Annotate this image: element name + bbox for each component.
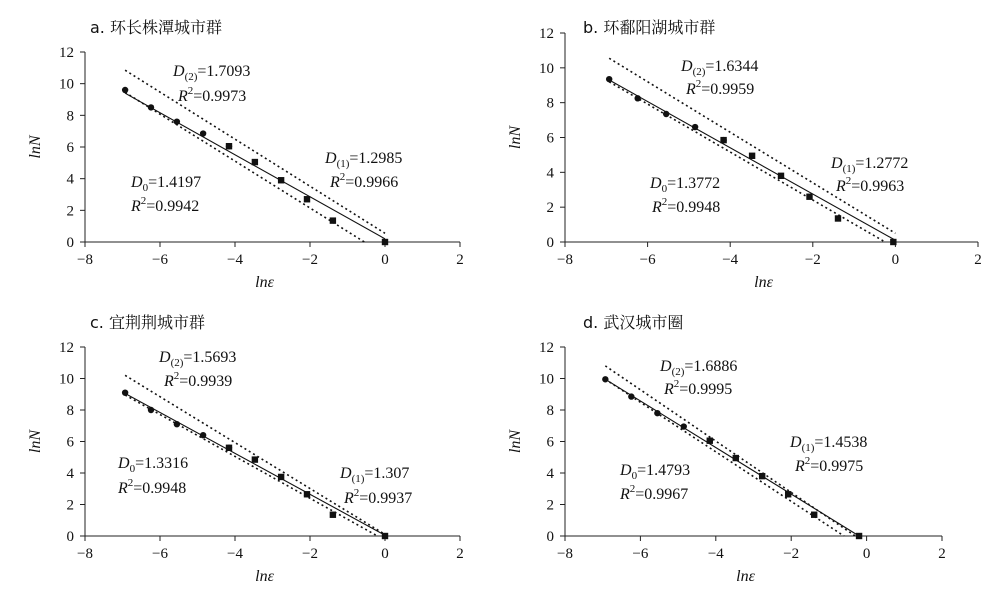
annotation-value: =0.9959 [701, 81, 755, 98]
data-point-circle [634, 95, 640, 101]
x-axis-label: lnε [255, 568, 274, 585]
data-point-square [304, 196, 310, 202]
annotation-superscript: 2 [353, 487, 360, 499]
data-point-circle [122, 87, 128, 93]
x-axis-label: lnε [255, 274, 274, 291]
data-point-circle [606, 76, 612, 82]
annotation-subscript: (2) [671, 366, 685, 378]
fit-annotation [343, 487, 412, 507]
y-axis-label: lnN [507, 429, 524, 454]
panel-4 [507, 313, 946, 585]
annotation-value: =1.4793 [637, 462, 691, 479]
x-tick-label: 0 [862, 546, 871, 562]
fit-annotation [830, 155, 908, 175]
panel-1 [27, 18, 464, 291]
x-tick-label: −4 [707, 546, 724, 562]
fit-line-dotted [609, 82, 885, 242]
y-tick-label: 2 [546, 497, 554, 514]
annotation-symbol: R [664, 381, 674, 398]
annotation-symbol: D [118, 455, 130, 472]
fit-annotation [663, 378, 732, 398]
fit-annotation [177, 85, 246, 105]
x-tick-label: −8 [557, 252, 573, 268]
annotation-symbol: D [620, 462, 632, 479]
y-tick-label: 10 [539, 60, 554, 77]
annotation-symbol: R [686, 81, 696, 98]
x-tick-label: −2 [302, 252, 318, 268]
x-tick-label: −6 [152, 546, 168, 562]
x-tick-label: −4 [722, 252, 739, 268]
fit-annotation [130, 195, 199, 215]
x-tick-label: −2 [302, 546, 318, 562]
fit-annotation [324, 150, 402, 170]
panel-title: a. 环长株潭城市群 [90, 18, 222, 37]
fit-annotation [158, 349, 236, 369]
x-axis-label: lnε [754, 274, 773, 291]
panel-title: c. 宜荆荆城市群 [90, 313, 205, 332]
data-point-square [835, 215, 841, 221]
data-point-square [759, 473, 765, 479]
annotation-symbol: R [330, 174, 340, 191]
data-point-circle [174, 118, 180, 124]
data-point-square [890, 239, 896, 245]
fit-annotation [172, 63, 250, 83]
annotation-subscript: (1) [336, 158, 350, 170]
x-tick-label: 2 [456, 252, 464, 268]
data-point-square [811, 512, 817, 518]
data-point-square [856, 533, 862, 539]
data-point-circle [681, 423, 687, 429]
y-tick-label: 10 [59, 371, 74, 388]
panel-2 [507, 18, 982, 291]
data-point-circle [692, 124, 698, 130]
x-tick-label: −4 [227, 252, 243, 268]
x-tick-label: −6 [639, 252, 656, 268]
x-axis-label: lnε [736, 568, 755, 585]
annotation-superscript: 2 [173, 370, 180, 382]
data-point-square [720, 137, 726, 143]
panel-3 [27, 313, 464, 585]
annotation-symbol: D [650, 175, 662, 192]
data-point-circle [122, 389, 128, 395]
annotation-superscript: 2 [127, 477, 134, 489]
data-point-square [785, 491, 791, 497]
annotation-value: =0.9975 [810, 458, 864, 475]
fit-annotation [659, 358, 737, 378]
y-tick-label: 0 [546, 235, 554, 251]
annotation-value: =0.9939 [179, 373, 233, 390]
annotation-subscript: 0 [661, 183, 668, 195]
y-tick-label: 2 [66, 203, 74, 220]
y-tick-label: 0 [66, 529, 74, 545]
data-point-square [226, 445, 232, 451]
fit-annotation [619, 462, 690, 482]
x-tick-label: −8 [77, 252, 93, 268]
data-point-circle [174, 421, 180, 427]
annotation-symbol: R [620, 486, 630, 503]
annotation-subscript: (1) [801, 442, 815, 454]
data-point-square [733, 455, 739, 461]
annotation-value: =0.9942 [146, 198, 200, 215]
annotation-value: =1.4538 [814, 434, 868, 451]
data-point-circle [148, 104, 154, 110]
annotation-subscript: (1) [842, 163, 856, 175]
y-tick-label: 6 [66, 434, 74, 451]
fit-annotation [835, 175, 904, 195]
fit-line-dotted [125, 92, 364, 242]
fit-annotation [130, 174, 201, 194]
annotation-value: =1.3316 [135, 455, 189, 472]
annotation-value: =0.9963 [851, 178, 905, 195]
y-tick-label: 12 [59, 340, 74, 356]
fit-annotation [649, 175, 720, 195]
x-tick-label: 2 [456, 546, 464, 562]
annotation-symbol: D [325, 150, 337, 167]
data-point-square [278, 177, 284, 183]
y-axis-label: lnN [27, 429, 44, 454]
panel-title: d. 武汉城市圈 [583, 313, 684, 332]
data-point-square [330, 512, 336, 518]
fit-annotation [685, 78, 754, 98]
y-tick-label: 4 [66, 466, 74, 482]
data-point-square [252, 456, 258, 462]
annotation-symbol: D [340, 465, 352, 482]
annotation-superscript: 2 [629, 483, 636, 495]
data-point-circle [200, 130, 206, 136]
y-tick-label: 4 [546, 466, 554, 482]
annotation-symbol: D [131, 174, 143, 191]
annotation-superscript: 2 [673, 378, 680, 390]
fit-annotation [163, 370, 232, 390]
data-point-square [382, 239, 388, 245]
annotation-value: =0.9995 [679, 381, 733, 398]
fit-annotation [339, 465, 409, 485]
y-tick-label: 8 [66, 108, 74, 125]
annotation-symbol: R [344, 490, 354, 507]
annotation-subscript: 0 [142, 182, 149, 194]
annotation-superscript: 2 [140, 195, 147, 207]
annotation-value: =0.9937 [359, 490, 413, 507]
y-tick-label: 0 [546, 529, 554, 545]
y-tick-label: 12 [539, 26, 554, 42]
annotation-subscript: 0 [631, 470, 638, 482]
annotation-symbol: D [831, 155, 843, 172]
annotation-symbol: R [118, 480, 128, 497]
x-tick-label: −6 [152, 252, 168, 268]
x-tick-label: 2 [938, 546, 946, 562]
annotation-value: =1.2772 [855, 155, 909, 172]
annotation-symbol: R [836, 178, 846, 195]
x-tick-label: −2 [804, 252, 821, 268]
data-point-circle [602, 376, 608, 382]
fit-annotation [651, 196, 720, 216]
data-point-circle [148, 407, 154, 413]
x-tick-label: −8 [557, 546, 573, 562]
annotation-value: =1.4197 [148, 174, 202, 191]
fit-annotation [789, 434, 867, 454]
fit-annotation [329, 171, 398, 191]
fit-annotation [680, 58, 758, 78]
annotation-value: =1.3772 [667, 175, 721, 192]
data-point-square [749, 153, 755, 159]
annotation-symbol: R [164, 373, 174, 390]
y-tick-label: 10 [59, 76, 74, 93]
annotation-value: =0.9948 [667, 199, 721, 216]
y-tick-label: 2 [546, 200, 554, 217]
annotation-subscript: (1) [351, 473, 365, 485]
annotation-symbol: R [795, 458, 805, 475]
data-point-square [806, 194, 812, 200]
y-tick-label: 4 [546, 165, 554, 182]
annotation-subscript: (2) [184, 71, 198, 83]
y-tick-label: 8 [66, 403, 74, 419]
annotation-value: =0.9966 [345, 174, 399, 191]
data-point-square [330, 217, 336, 223]
y-axis-label: lnN [27, 135, 44, 159]
annotation-value: =0.9973 [193, 88, 247, 105]
fit-annotation [117, 477, 186, 497]
annotation-superscript: 2 [695, 78, 702, 90]
annotation-value: =1.5693 [183, 349, 237, 366]
x-tick-label: 0 [891, 252, 900, 268]
annotation-superscript: 2 [187, 85, 194, 97]
y-tick-label: 0 [66, 235, 74, 251]
data-point-square [382, 533, 388, 539]
x-tick-label: −2 [783, 546, 800, 562]
annotation-superscript: 2 [661, 196, 668, 208]
annotation-symbol: D [681, 58, 693, 75]
data-point-square [707, 438, 713, 444]
x-tick-label: −8 [77, 546, 93, 562]
y-tick-label: 6 [546, 130, 554, 147]
data-point-square [304, 491, 310, 497]
data-point-circle [628, 393, 634, 399]
y-tick-label: 2 [66, 497, 74, 514]
annotation-value: =1.307 [364, 465, 410, 482]
annotation-symbol: R [178, 88, 188, 105]
annotation-superscript: 2 [339, 171, 346, 183]
data-point-circle [200, 432, 206, 438]
annotation-symbol: R [652, 199, 662, 216]
data-point-circle [654, 410, 660, 416]
annotation-superscript: 2 [845, 175, 852, 187]
x-tick-label: 0 [381, 252, 389, 268]
x-tick-label: 2 [974, 252, 982, 268]
y-tick-label: 8 [546, 403, 554, 419]
data-point-circle [663, 111, 669, 117]
y-tick-label: 6 [546, 434, 554, 451]
annotation-value: =1.7093 [197, 63, 251, 80]
annotation-symbol: R [131, 198, 141, 215]
y-axis-label: lnN [507, 125, 524, 150]
y-tick-label: 12 [539, 340, 554, 356]
fit-line-solid [609, 80, 895, 240]
fit-annotation [794, 455, 863, 475]
annotation-symbol: D [660, 358, 672, 375]
y-tick-label: 8 [546, 95, 554, 112]
annotation-subscript: (2) [692, 66, 706, 78]
annotation-symbol: D [790, 434, 802, 451]
annotation-subscript: (2) [170, 357, 184, 369]
data-point-square [226, 143, 232, 149]
x-tick-label: 0 [381, 546, 389, 562]
annotation-value: =1.6886 [684, 358, 738, 375]
annotation-value: =0.9948 [133, 480, 187, 497]
annotation-value: =1.2985 [349, 150, 403, 167]
data-point-square [278, 474, 284, 480]
fit-annotation [117, 455, 188, 475]
data-point-square [252, 159, 258, 165]
annotation-symbol: D [173, 63, 185, 80]
annotation-value: =1.6344 [705, 58, 759, 75]
x-tick-label: −6 [632, 546, 649, 562]
panel-title: b. 环鄱阳湖城市群 [583, 18, 716, 37]
annotation-subscript: 0 [129, 463, 136, 475]
annotation-symbol: D [159, 349, 171, 366]
data-point-square [778, 173, 784, 179]
annotation-value: =0.9967 [635, 486, 689, 503]
y-tick-label: 10 [539, 371, 554, 388]
y-tick-label: 12 [59, 45, 74, 61]
y-tick-label: 6 [66, 140, 74, 156]
x-tick-label: −4 [227, 546, 243, 562]
y-tick-label: 4 [66, 171, 74, 188]
fit-annotation [619, 483, 688, 503]
annotation-superscript: 2 [804, 455, 811, 467]
